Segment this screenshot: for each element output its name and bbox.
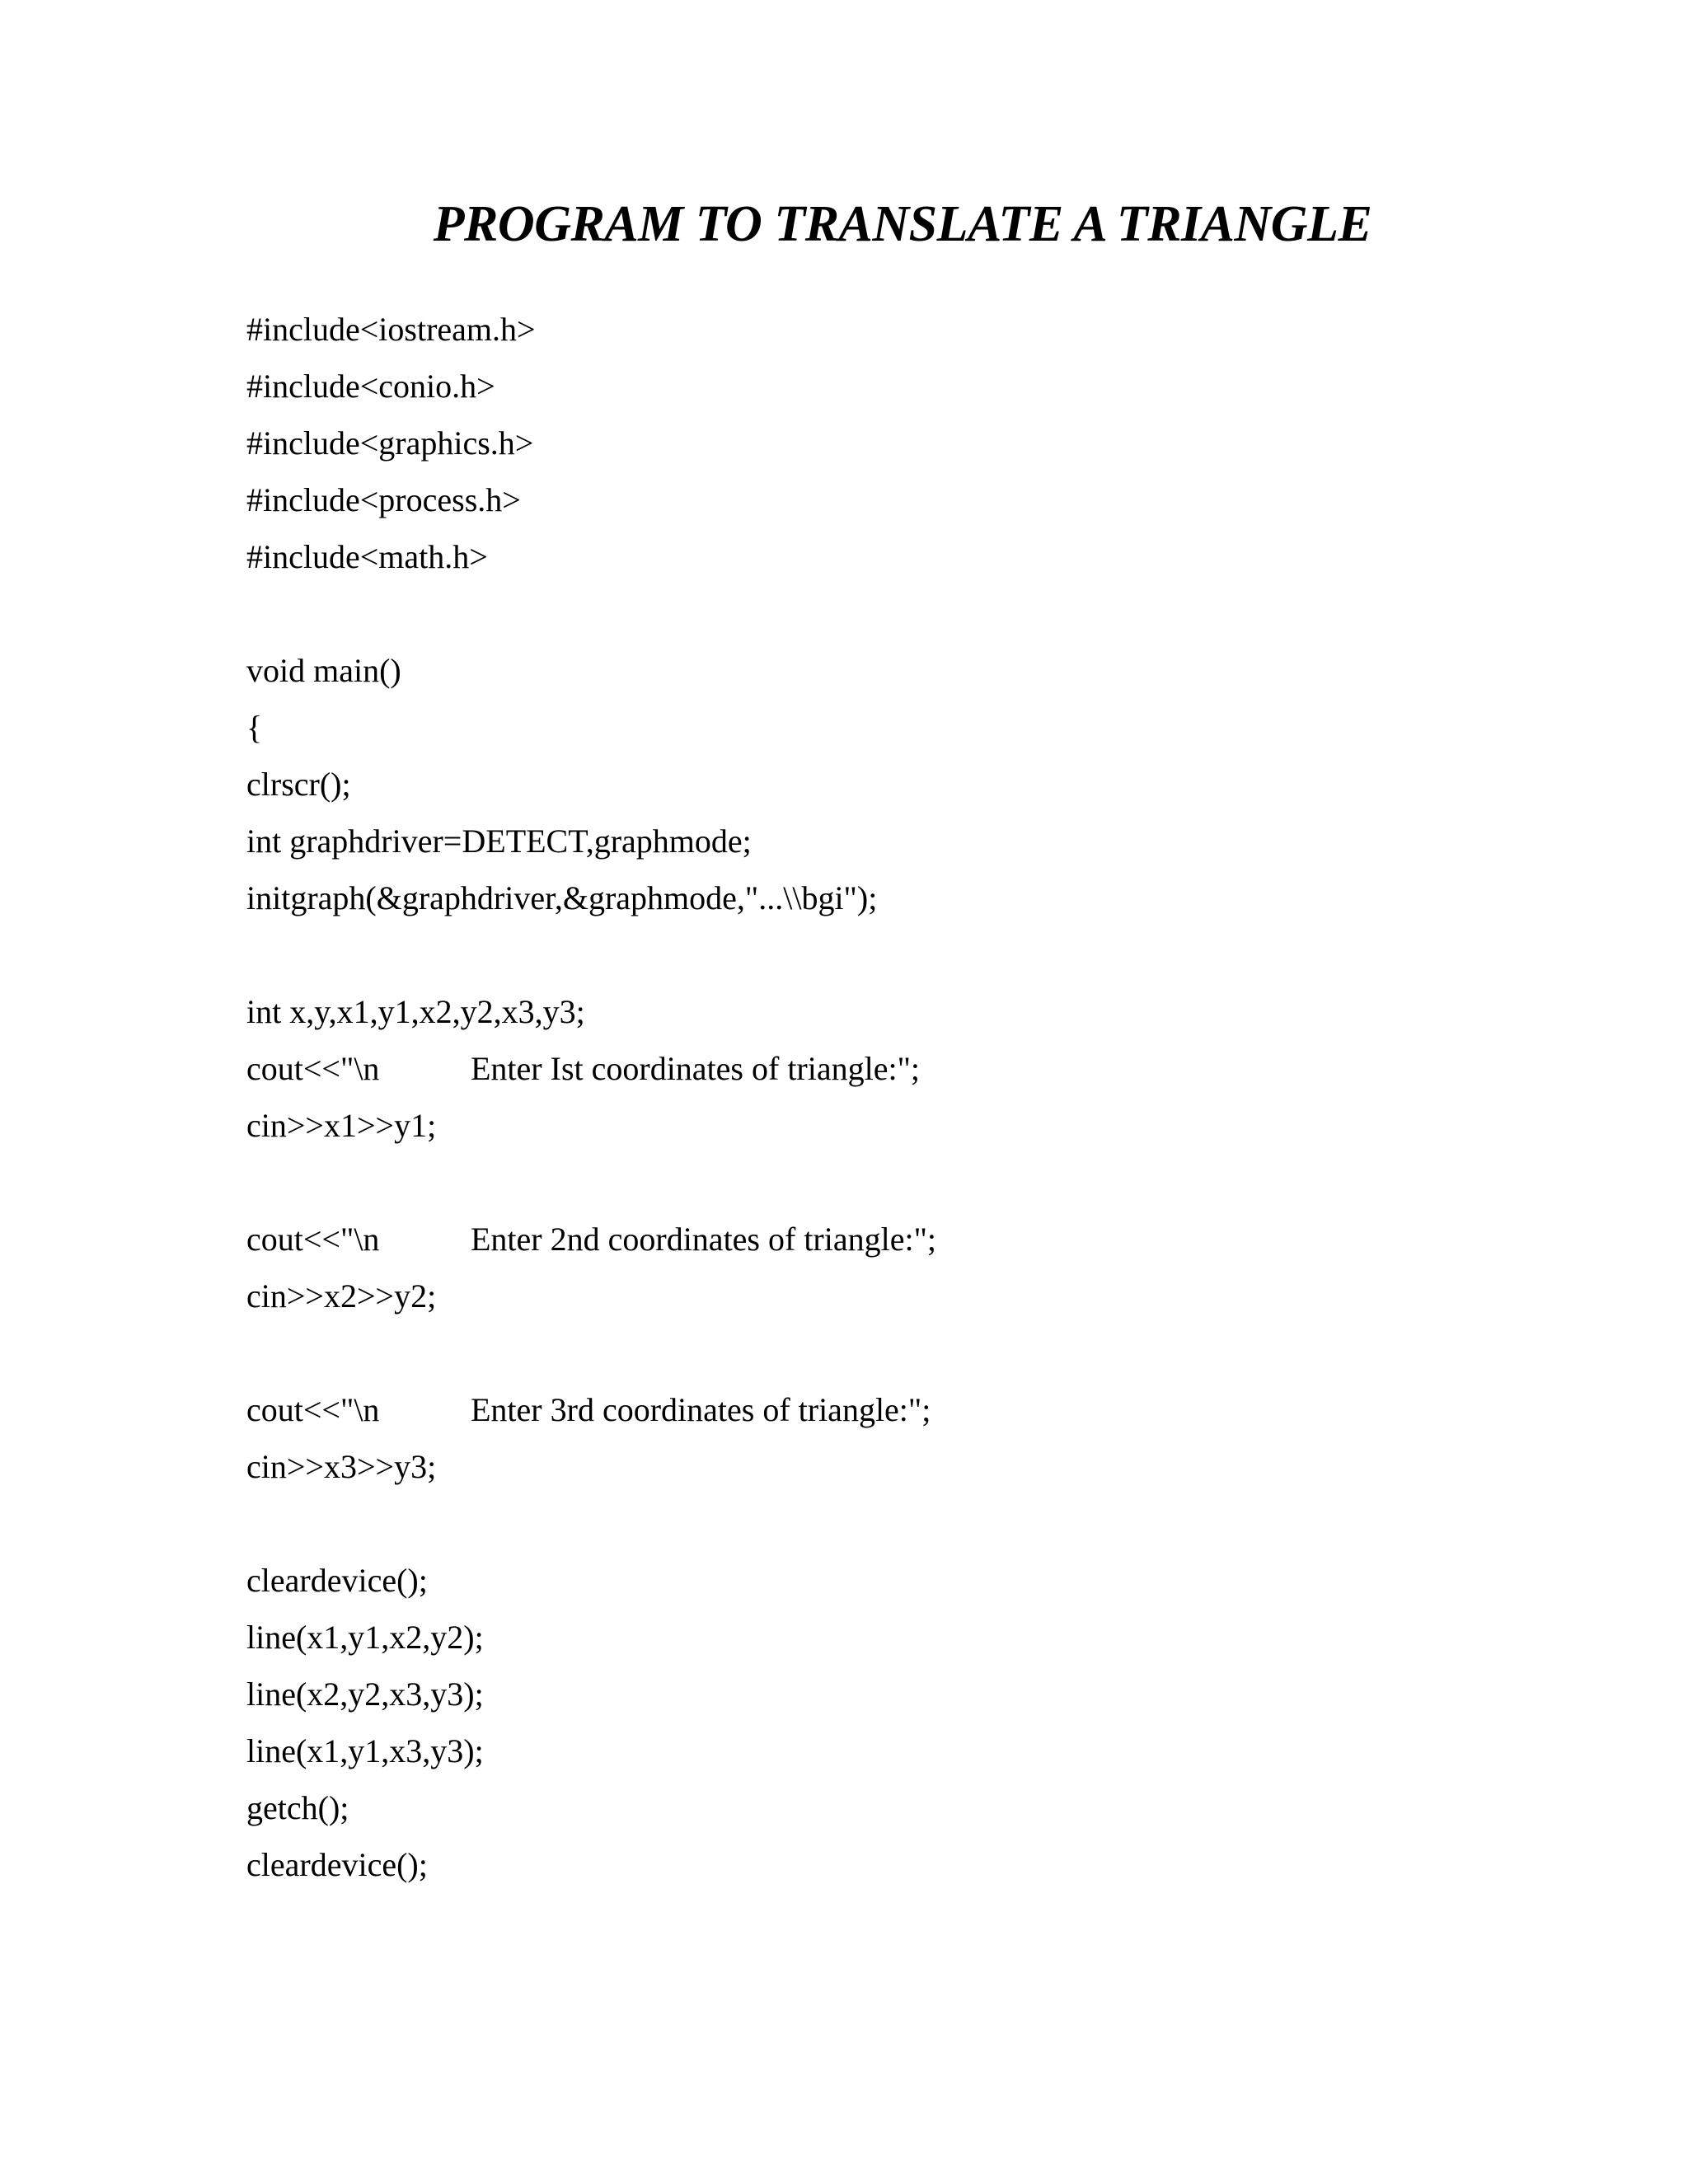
- line-call-2: line(x2,y2,x3,y3);: [246, 1675, 484, 1713]
- cout-third-line: [246, 1381, 1648, 1438]
- code-listing: [246, 301, 1648, 1893]
- include-math-line: #include<math.h>: [246, 538, 488, 575]
- include-graphics-line: #include<graphics.h>: [246, 424, 534, 462]
- cout-second-line: [246, 1211, 1648, 1268]
- cout-statement: cout<<"\n: [246, 1391, 380, 1428]
- cin-first-line: cin>>x1>>y1;: [246, 1107, 437, 1144]
- cout-prompt-text: Enter Ist coordinates of triangle:";: [471, 1050, 921, 1087]
- cleardevice-line: cleardevice();: [246, 1846, 428, 1883]
- cout-statement: cout<<"\n: [246, 1050, 380, 1087]
- cout-first-line: [246, 1040, 1648, 1097]
- blank-line: [246, 1495, 1648, 1552]
- initgraph-line: initgraph(&graphdriver,&graphmode,"...\\bgi");: [246, 879, 878, 916]
- clrscr-line: clrscr();: [246, 766, 351, 803]
- cout-prompt-text: Enter 2nd coordinates of triangle:";: [471, 1221, 937, 1258]
- getch-line: getch();: [246, 1789, 349, 1826]
- cout-statement: cout<<"\n: [246, 1221, 380, 1258]
- cin-second-line: cin>>x2>>y2;: [246, 1277, 437, 1315]
- main-declaration-line: void main(): [246, 652, 401, 689]
- open-brace-line: {: [246, 709, 263, 746]
- blank-line: [246, 926, 1648, 983]
- graphdriver-line: int graphdriver=DETECT,graphmode;: [246, 823, 752, 860]
- blank-line: [246, 585, 1648, 642]
- line-call-3: line(x1,y1,x3,y3);: [246, 1732, 484, 1769]
- variables-line: int x,y,x1,y1,x2,y2,x3,y3;: [246, 993, 585, 1030]
- cleardevice-line: cleardevice();: [246, 1562, 428, 1599]
- page-title: PROGRAM TO TRANSLATE A TRIANGLE: [433, 196, 1372, 252]
- cin-third-line: cin>>x3>>y3;: [246, 1448, 437, 1485]
- blank-line: [246, 1324, 1648, 1381]
- cout-prompt-text: Enter 3rd coordinates of triangle:";: [471, 1391, 931, 1428]
- include-conio-line: #include<conio.h>: [246, 368, 495, 405]
- include-iostream-line: #include<iostream.h>: [246, 311, 536, 348]
- line-call-1: line(x1,y1,x2,y2);: [246, 1619, 484, 1656]
- blank-line: [246, 1154, 1648, 1211]
- include-process-line: #include<process.h>: [246, 481, 521, 518]
